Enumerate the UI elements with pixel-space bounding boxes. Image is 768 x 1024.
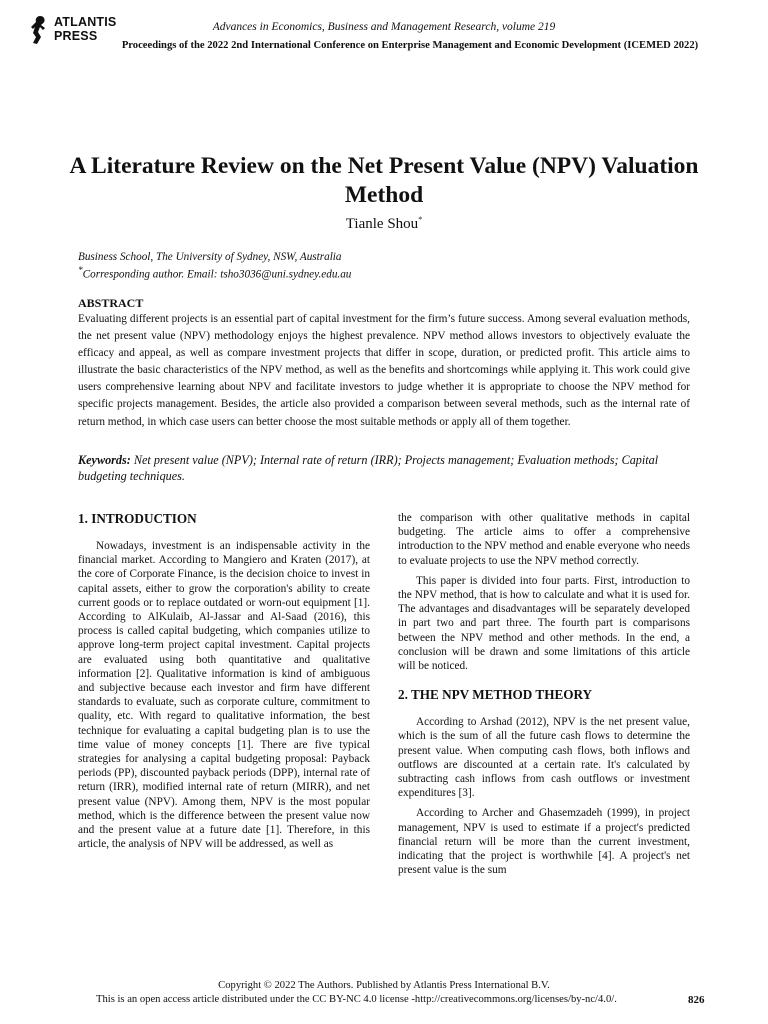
corresponding-author (78, 265, 351, 282)
keywords-text: Net present value (NPV); Internal rate of return (IRR); Projects management; Evaluation methods; Capital budgeting techniques. (78, 453, 659, 483)
abstract-heading: ABSTRACT (78, 296, 144, 310)
proceedings-header: Proceedings of the 2022 2nd International Conference on Enterprise Management and Economic Development (ICEMED 2022) (121, 40, 699, 51)
logo-text-line2: PRESS (54, 29, 98, 43)
paper-title: A Literature Review on the Net Present Value (NPV) Valuation Method (69, 153, 699, 208)
corresponding-text: Corresponding author. Email: tsho3036@uni.sydney.edu.au (82, 268, 352, 281)
author-line (0, 215, 768, 233)
corresponding-mark: * (78, 265, 83, 276)
theory-paragraph-1: According to Arshad (2012), NPV is the net present value, which is the sum of all the future cash flows to determine the present value. When computing cash flows, both inflows and outflows are discounted at a certain rate. It's calculated by subtracting cash inflows from cash outflows or investment expenditures [3]. (398, 716, 690, 800)
section-heading-npv-theory: 2. THE NPV METHOD THEORY (398, 687, 593, 703)
abstract-text: Evaluating different projects is an essential part of capital investment for the firm’s future success. Among several evaluation methods, the net present value (NPV) methodology enjoys the highest prevalence. NPV method allows investors to objectively evaluate the efficacy and appeal, as well as compare investment projects that differ in scope, duration, or predicted profit. This article aims to illustrate the basic characteristics of the NPV method, as well as the benefits and shortcomings while applying it. This work could give users comprehensive learning about NPV and facilitate investors to judge whether it is appropriate to choose the NPV method for specific projects management. Besides, the article also provided a comparison between several methods, such as the internal rate of return method, in which case users can better choose the most suitable methods or apply all of them together. (78, 313, 690, 428)
introduction-paragraph-2: This paper is divided into four parts. First, introduction to the NPV method, that is how to calculate and what it is used for. The advantages and disadvantages will be separately developed in part two and part three. The fourth part is comparisons between the NPV method and other methods. In the end, a conclusion will be drawn and some limitations of this article will be noticed. (398, 574, 690, 673)
introduction-paragraph-1-continued: the comparison with other qualitative methods in capital budgeting. The article aims to offer a comprehensive introduction to the NPV method and enable everyone who needs to evaluate projects to use the NPV method correctly. (398, 512, 690, 567)
affiliation-block (78, 251, 351, 282)
series-header: Advances in Economics, Business and Management Research, volume 219 (212, 21, 556, 33)
left-column (78, 511, 370, 857)
copyright-line: Copyright © 2022 The Authors. Published by Atlantis Press International B.V. (218, 980, 550, 991)
license-line: This is an open access article distributed under the CC BY-NC 4.0 license -http://creativecommons.org/licenses/by-nc/4.0/. (96, 994, 617, 1005)
author-mark: * (418, 215, 423, 224)
introduction-paragraph-1: Nowadays, investment is an indispensable activity in the financial market. According to Mangiero and Kraten (2017), at the core of Corporate Finance, is the decision choice to invest in capital assets, either to grow the corporation's ability to create current goods or to replace outdated or worn-out equipment [1]. According to AlKulaib, Al-Jassar and Al-Saad (2016), this process is called capital budgeting, which companies utilize to approve long-term project capital investment. Capital projects are evaluated using both quantitative and qualitative information [2]. Qualitative information is kind of ambiguous and subjective because each investor and firm have different standards to evaluate, such as corporate culture, commitment to quality, etc. With regard to qualitative information, the best technique for evaluating a capital budgeting plan is to use the time value of money concepts [1]. There are five typical strategies for analysing a capital budgeting proposal: Payback periods (PP), discounted payback periods (DPP), internal rate of return (IRR), modified internal rate of return (MIRR), and net present value (NPV). Among them, NPV is the most popular method, which is the difference between the present value now and the present value at a future date [1]. Therefore, in this article, the analysis of NPV will be addressed, as well as (78, 540, 370, 851)
keywords (78, 452, 690, 484)
section-heading-introduction: 1. INTRODUCTION (78, 511, 197, 526)
right-column (398, 511, 690, 883)
page-number: 826 (688, 994, 705, 1006)
affiliation: Business School, The University of Sydney, NSW, Australia (78, 251, 342, 263)
theory-paragraph-2: According to Archer and Ghasemzadeh (1999), in project management, NPV is used to estimate if a project's predicted financial return will be more than the current investment, indicating that the project is worthwhile [4]. A project's net present value is the sum (398, 807, 690, 877)
author-name: Tianle Shou (345, 216, 419, 232)
keywords-label: Keywords: (78, 453, 131, 467)
logo-text-line1: ATLANTIS (54, 15, 117, 29)
